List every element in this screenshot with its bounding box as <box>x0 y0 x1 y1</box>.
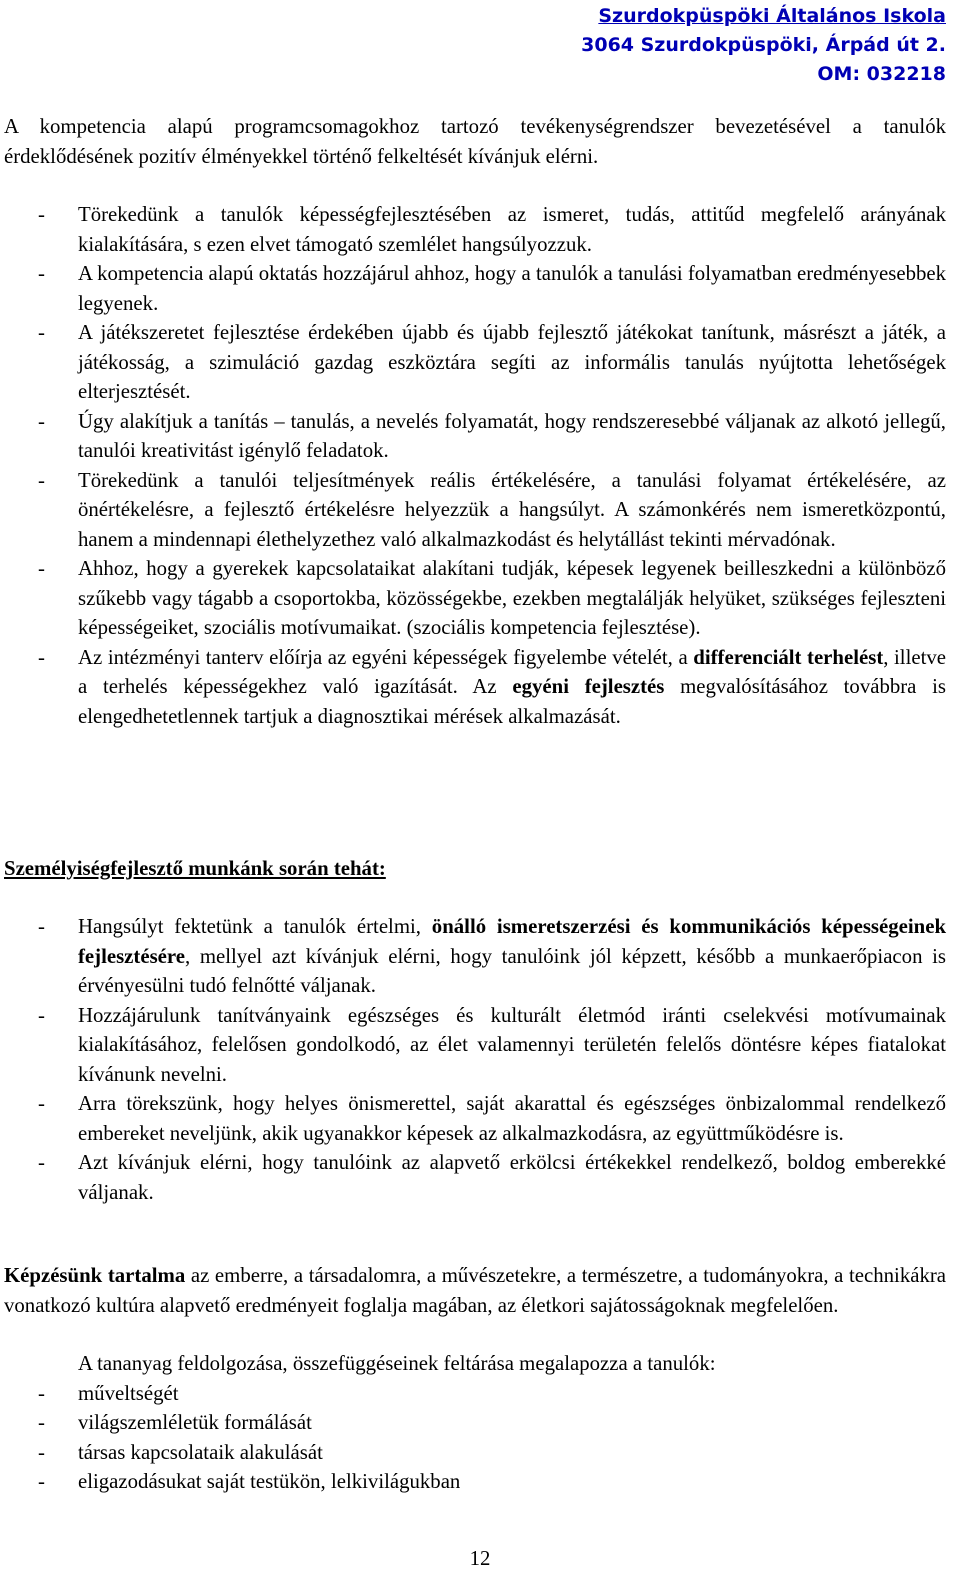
bullet-dash: - <box>38 321 45 344</box>
section-subheading <box>4 854 946 884</box>
list-item <box>4 1148 946 1207</box>
list-item-text: Úgy alakítjuk a tanítás – tanulás, a nevelés folyamatát, hogy rendszeresebbé váljanak az alkotó jellegű, tanulói kreativitást igénylő feladatok. <box>78 409 946 462</box>
bullet-dash: - <box>38 1003 45 1027</box>
bullet-dash: - <box>38 1470 45 1493</box>
list-item <box>4 259 946 318</box>
intro-text: A kompetencia alapú programcsomagokhoz tartozó tevékenységrendszer bevezetésével a tanulók érdeklődésének pozitív élményekkel történő felkeltését kívánjuk elérni. <box>4 115 946 168</box>
list-item-text: Azt kívánjuk elérni, hogy tanulóink az alapvető erkölcsi értékekkel rendelkező, boldog emberekké váljanak. <box>78 1151 946 1204</box>
emphasis-skills: önálló ismeretszerzési és kommunikációs képességeinek fejlesztésére <box>78 915 947 968</box>
bullet-list-3 <box>4 1349 946 1497</box>
page-number: 12 <box>469 1547 491 1570</box>
list-item <box>4 912 946 1001</box>
list-item <box>4 1438 946 1468</box>
bullet-dash: - <box>38 468 45 492</box>
list-item-text: társas kapcsolataik alakulását <box>78 1440 323 1464</box>
list-item <box>4 1467 946 1497</box>
text-run: megvalósításához továbbra is elengedhetetlennek tartjuk a diagnosztikai mérések alkalmazását. <box>78 675 946 728</box>
list-item-text: eligazodásukat saját testükön, lelkivilágukban <box>78 1470 461 1493</box>
list-item <box>4 554 946 643</box>
bullet-dash: - <box>38 262 45 285</box>
school-om-id: OM: 032218 <box>817 63 946 85</box>
bullet-dash: - <box>38 1440 45 1464</box>
bullet-dash: - <box>38 915 45 938</box>
list-item-text: Hozzájárulunk tanítványaink egészséges és kulturált életmód iránti cselekvési motívumainak kialakításához, felelősen gondolkodó, az élet valamennyi területén felelős döntésre képes fiatalokat kívánunk nevelni. <box>78 1003 946 1086</box>
list-item <box>4 1408 946 1438</box>
list-item <box>4 1001 946 1090</box>
list-item <box>4 466 946 555</box>
bullet-dash: - <box>38 1381 45 1405</box>
list-item-text <box>78 912 946 1001</box>
text-run: Hangsúlyt fektetünk a tanulók értelmi, <box>78 915 432 938</box>
bullet-dash: - <box>38 1151 45 1174</box>
tananyag-intro: A tananyag feldolgozása, összefüggéseinek feltárása megalapozza a tanulók: <box>78 1352 716 1375</box>
bullet-dash: - <box>38 557 45 580</box>
bullet-dash: - <box>38 203 45 226</box>
school-address: 3064 Szurdokpüspöki, Árpád út 2. <box>581 34 946 56</box>
list-item <box>4 1379 946 1409</box>
page-header <box>581 2 946 89</box>
content-paragraph <box>4 1261 946 1320</box>
emphasis-differentiated-load: differenciált terhelést <box>693 645 884 669</box>
bullet-dash: - <box>38 1092 45 1115</box>
emphasis-individual-development: egyéni fejlesztés <box>512 675 665 698</box>
text-run: , illetve a terhelés képességekhez való igazítását. Az <box>78 645 946 698</box>
text-run: az emberre, a társadalomra, a művészetekre, a természetre, a tudományokra, a technikákra vonatkozó kultúra alapvető eredményeit foglalja magában, az életkori sajátosságoknak megfelelően. <box>4 1264 947 1317</box>
emphasis-content: Képzésünk tartalma <box>4 1264 186 1287</box>
bullet-list-1 <box>4 200 946 731</box>
list-item <box>4 1089 946 1148</box>
content-text <box>4 1261 946 1320</box>
text-run: Az intézményi tanterv előírja az egyéni képességek figyelembe vételét, a <box>78 645 694 669</box>
list-item-text: A játékszeretet fejlesztése érdekében újabb és újabb fejlesztő játékokat tanítunk, másrészt a játék, a játékosság, a szimuláció gazdag eszköztára segíti az informális tanulás nyújtotta lehetőségek elterjesztését. <box>78 321 946 403</box>
list-item-text: műveltségét <box>78 1381 179 1405</box>
text-run: , mellyel azt kívánjuk elérni, hogy tanulóink jól képzett, később a munkaerőpiacon is érvényesülni tudó felnőtté váljanak. <box>78 944 946 997</box>
list-item <box>4 318 946 407</box>
list-item-text: Ahhoz, hogy a gyerekek kapcsolataikat alakítani tudják, képesek legyenek beilleszkedni a különböző szűkebb vagy tágabb a csoportokba, közösségekbe, ezekben megtalálják helyüket, szükséges fejleszteni képességeiket, szociális motívumaikat. (szociális kompetencia fejlesztése). <box>78 557 946 639</box>
list-item <box>4 407 946 466</box>
list-item <box>4 200 946 259</box>
list-item <box>4 643 946 732</box>
bullet-dash: - <box>38 1411 45 1434</box>
list-item-text: A kompetencia alapú oktatás hozzájárul ahhoz, hogy a tanulók a tanulási folyamatban eredményesebbek legyenek. <box>78 262 946 315</box>
bullet-list-2 <box>4 912 946 1207</box>
list-item-text: Törekedünk a tanulói teljesítmények reális értékelésére, a tanulási folyamat értékelésére, az önértékelésre, a fejlesztő értékelésre helyezzük a hangsúlyt. A számonkérés nem ismeretközpontú, hanem a mindennapi élethelyzethez való alkalmazkodást és helytállást tekinti mérvadónak. <box>78 468 946 551</box>
subheading-text: Személyiségfejlesztő munkánk során tehát: <box>4 857 386 880</box>
intro-paragraph <box>4 112 946 171</box>
list-item-text <box>78 643 946 732</box>
bullet-dash: - <box>38 645 45 669</box>
school-name: Szurdokpüspöki Általános Iskola <box>598 5 946 27</box>
bullet-dash: - <box>38 409 45 433</box>
list-item-text: Törekedünk a tanulók képességfejlesztésében az ismeret, tudás, attitűd megfelelő arányának kialakítására, s ezen elvet támogató szemlélet hangsúlyozzuk. <box>78 203 946 256</box>
list-item-text: világszemléletük formálását <box>78 1411 312 1434</box>
list-item-text: Arra törekszünk, hogy helyes önismerettel, saját akarattal és egészséges önbizalommal rendelkező embereket neveljünk, akik ugyanakkor képesek az alkalmazkodásra, az együttműködésre is. <box>78 1092 946 1145</box>
